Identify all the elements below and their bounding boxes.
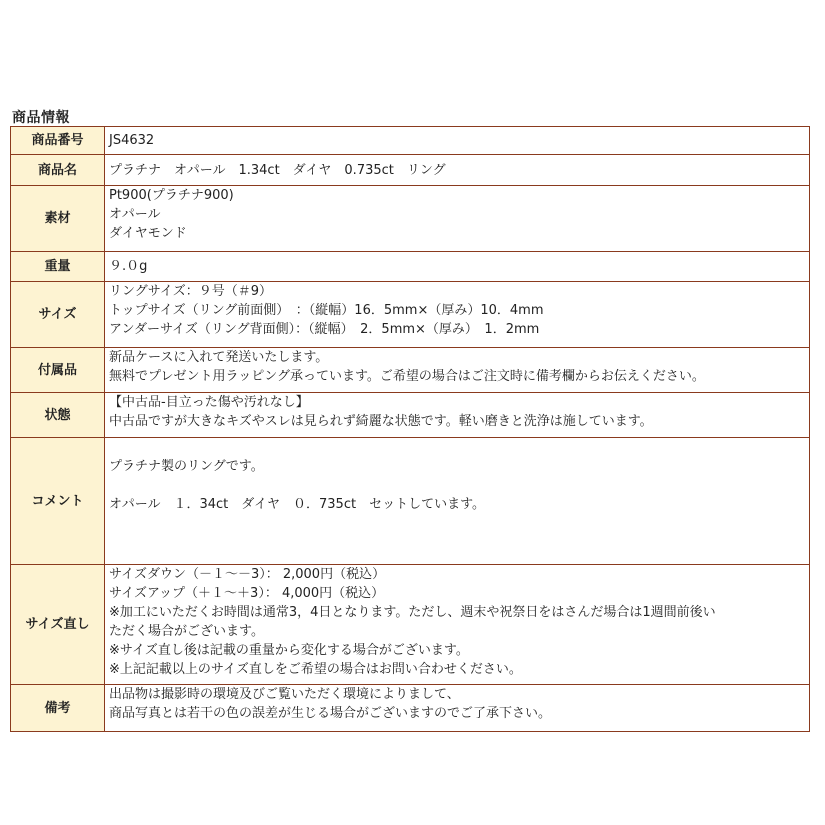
row-label: サイズ [11,282,105,348]
table-row-material [11,186,810,252]
comment-line: オパール １．34ct ダイヤ ０．735ct セットしています。 [109,497,486,512]
row-label: 付属品 [11,348,105,393]
remarks-value [105,685,810,732]
condition-value [105,393,810,438]
row-label: 商品名 [11,155,105,186]
weight-value: ９.０g [105,252,810,282]
row-label: 素材 [11,186,105,252]
resize-line: サイズアップ（＋１～＋3）： 4,000円（税込） [109,586,385,601]
row-label: 備考 [11,685,105,732]
resize-line: ※加工にいただくお時間は通常3，4日となります。ただし、週末や祝祭日をはさんだ場合は1週間前後い [109,605,716,620]
row-label: 状態 [11,393,105,438]
table-row-remarks [11,685,810,732]
resize-value [105,565,810,685]
row-label: 重量 [11,252,105,282]
material-value [105,186,810,252]
remarks-line: 出品物は撮影時の環境及びご覧いただく環境によりまして、 [109,687,460,702]
product-number-value: JS4632 [105,127,810,155]
material-line: オパール [109,207,161,222]
accessories-value [105,348,810,393]
resize-line: サイズダウン（－１～－3）： 2,000円（税込） [109,567,386,582]
row-label: サイズ直し [11,565,105,685]
table-row-product-number [11,127,810,155]
material-line: Pt900(プラチナ900) [109,188,234,203]
table-row-weight [11,252,810,282]
section-title: 商品情報 [12,110,70,126]
product-info-table [10,126,810,732]
resize-line: ※上記記載以上のサイズ直しをご希望の場合はお問い合わせください。 [109,662,522,677]
row-label: 商品番号 [11,127,105,155]
accessories-line: 無料でプレゼント用ラッピング承っています。ご希望の場合はご注文時に備考欄からお伝えください。 [109,369,705,384]
resize-line: ただく場合がございます。 [109,624,264,639]
resize-line: ※サイズ直し後は記載の重量から変化する場合がございます。 [109,643,469,658]
size-value [105,282,810,348]
remarks-line: 商品写真とは若干の色の誤差が生じる場合がございますのでご了承下さい。 [109,706,552,721]
comment-line: プラチナ製のリングです。 [109,459,264,474]
table-row-size [11,282,810,348]
product-name-value: プラチナ オパール 1.34ct ダイヤ 0.735ct リング [105,155,810,186]
table-row-comment [11,438,810,565]
row-label: コメント [11,438,105,565]
comment-value [105,438,810,565]
accessories-line: 新品ケースに入れて発送いたします。 [109,350,329,365]
size-line: アンダーサイズ（リング背面側）：（縦幅） 2．5mm×（厚み） 1．2mm [109,322,540,337]
size-line: トップサイズ（リング前面側） ：（縦幅）16．5mm×（厚み）10．4mm [109,303,544,318]
size-line: リングサイズ：９号（＃9） [109,284,272,299]
table-row-accessories [11,348,810,393]
material-line: ダイヤモンド [109,226,187,241]
table-row-resize [11,565,810,685]
condition-line: 中古品ですが大きなキズやスレは見られず綺麗な状態です。軽い磨きと洗浄は施しています。 [109,414,653,429]
table-row-condition [11,393,810,438]
condition-line: 【中古品-目立った傷や汚れなし】 [109,395,309,410]
table-row-product-name [11,155,810,186]
